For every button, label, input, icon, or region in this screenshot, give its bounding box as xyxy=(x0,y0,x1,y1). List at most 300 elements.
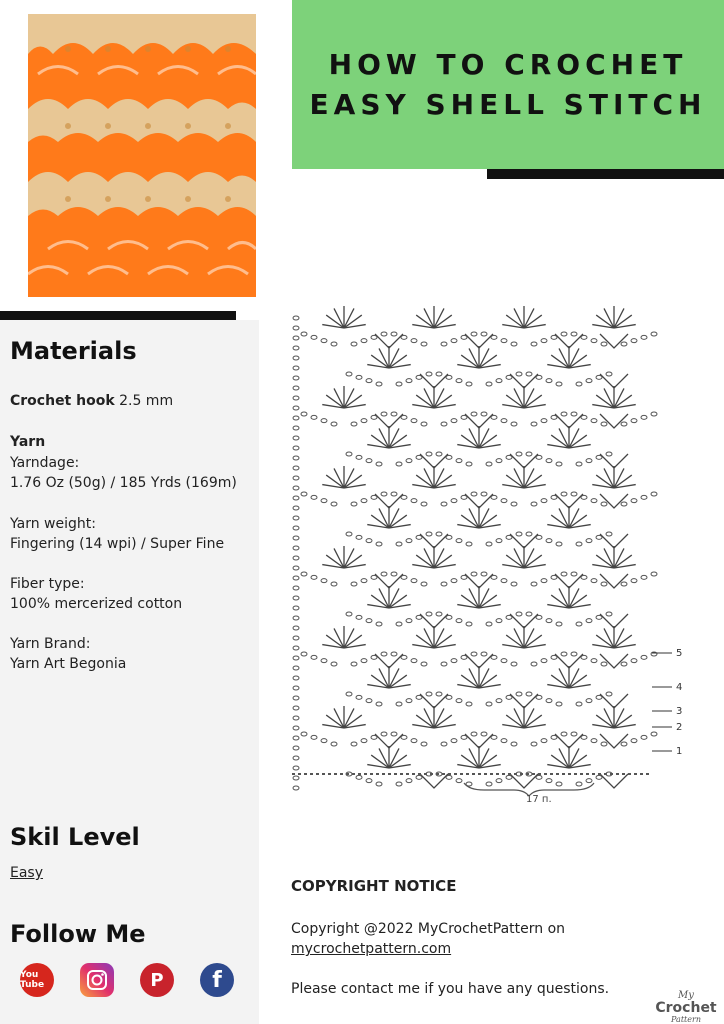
chain-symbol xyxy=(293,416,299,420)
shell-symbol xyxy=(592,386,635,408)
chain-symbol xyxy=(631,499,637,503)
chain-symbol xyxy=(591,499,597,503)
chain-symbol xyxy=(541,659,547,663)
chain-symbol xyxy=(581,415,587,419)
chain-symbol xyxy=(556,462,562,466)
chain-symbol xyxy=(416,775,422,779)
row-label-2: 2 xyxy=(676,722,683,733)
chain-symbol xyxy=(491,335,497,339)
facebook-icon[interactable]: f xyxy=(200,963,234,997)
chain-symbol xyxy=(451,499,457,503)
chain-symbol xyxy=(536,695,542,699)
v-stitch-symbol xyxy=(555,574,583,588)
chain-symbol xyxy=(486,382,492,386)
chain-symbol xyxy=(561,412,567,416)
chain-symbol xyxy=(471,332,477,336)
chain-symbol xyxy=(571,492,577,496)
chain-symbol xyxy=(546,619,552,623)
hook-line xyxy=(10,391,173,411)
chain-symbol xyxy=(293,526,299,530)
shell-symbol xyxy=(592,706,635,728)
chain-symbol xyxy=(421,422,427,426)
chain-symbol xyxy=(311,335,317,339)
chain-symbol xyxy=(381,492,387,496)
chain-symbol xyxy=(293,386,299,390)
shell-symbol xyxy=(547,426,590,448)
chain-symbol xyxy=(536,375,542,379)
chain-symbol xyxy=(293,446,299,450)
chain-symbol xyxy=(391,332,397,336)
chain-symbol xyxy=(301,492,307,496)
chain-symbol xyxy=(526,692,532,696)
chain-symbol xyxy=(293,556,299,560)
chain-symbol xyxy=(356,775,362,779)
chain-symbol xyxy=(331,742,337,746)
chain-symbol xyxy=(481,332,487,336)
chain-symbol xyxy=(411,499,417,503)
chain-symbol xyxy=(551,415,557,419)
v-stitch-symbol xyxy=(600,694,628,708)
chain-symbol xyxy=(441,502,447,506)
chain-symbol xyxy=(376,702,382,706)
chain-symbol xyxy=(301,572,307,576)
chain-symbol xyxy=(396,462,402,466)
chain-symbol xyxy=(361,659,367,663)
chain-symbol xyxy=(351,502,357,506)
copyright-line: Copyright @2022 MyCrochetPattern on xyxy=(291,921,566,937)
chain-symbol xyxy=(601,502,607,506)
chain-symbol xyxy=(531,662,537,666)
copyright-heading: COPYRIGHT NOTICE xyxy=(291,877,457,895)
v-stitch-symbol xyxy=(420,694,448,708)
skill-value[interactable]: Easy xyxy=(10,865,44,881)
chain-symbol xyxy=(586,779,592,783)
chain-symbol xyxy=(451,659,457,663)
chain-symbol xyxy=(581,495,587,499)
v-stitch-symbol xyxy=(555,734,583,748)
shell-symbol xyxy=(592,546,635,568)
chain-symbol xyxy=(561,332,567,336)
chain-symbol xyxy=(436,452,442,456)
chain-symbol xyxy=(293,466,299,470)
v-stitch-symbol xyxy=(600,614,628,628)
chain-symbol xyxy=(596,695,602,699)
chain-symbol xyxy=(346,612,352,616)
chain-symbol xyxy=(416,535,422,539)
chain-symbol xyxy=(491,575,497,579)
chain-symbol xyxy=(293,476,299,480)
chain-symbol xyxy=(321,419,327,423)
chain-symbol xyxy=(376,462,382,466)
row-label-4: 4 xyxy=(676,682,683,693)
chain-symbol xyxy=(516,612,522,616)
chain-symbol xyxy=(651,412,657,416)
chain-symbol xyxy=(293,736,299,740)
chain-symbol xyxy=(551,655,557,659)
chain-symbol xyxy=(491,415,497,419)
v-stitch-symbol xyxy=(555,334,583,348)
chain-symbol xyxy=(301,412,307,416)
chain-symbol xyxy=(546,459,552,463)
chain-symbol xyxy=(486,622,492,626)
pinterest-icon[interactable]: P xyxy=(140,963,174,997)
chain-symbol xyxy=(651,492,657,496)
chain-symbol xyxy=(421,662,427,666)
chain-symbol xyxy=(361,579,367,583)
chain-symbol xyxy=(621,662,627,666)
chain-symbol xyxy=(621,582,627,586)
chain-symbol xyxy=(481,412,487,416)
chain-symbol xyxy=(536,455,542,459)
chain-symbol xyxy=(456,619,462,623)
chain-symbol xyxy=(371,735,377,739)
yarndage-label: Yarndage: xyxy=(10,455,80,471)
chain-symbol xyxy=(631,579,637,583)
chain-symbol xyxy=(561,652,567,656)
chain-symbol xyxy=(506,535,512,539)
shell-symbol xyxy=(412,306,455,328)
v-stitch-symbol xyxy=(600,374,628,388)
chain-symbol xyxy=(416,615,422,619)
shell-symbol xyxy=(547,346,590,368)
v-stitch-symbol xyxy=(510,374,538,388)
shell-symbol xyxy=(502,386,545,408)
v-stitch-symbol xyxy=(375,414,403,428)
chain-symbol xyxy=(346,372,352,376)
chain-symbol xyxy=(411,419,417,423)
chain-symbol xyxy=(481,492,487,496)
v-stitch-symbol xyxy=(420,534,448,548)
chain-symbol xyxy=(596,455,602,459)
chain-symbol xyxy=(586,379,592,383)
chain-symbol xyxy=(366,539,372,543)
title-line-1: HOW TO CROCHET xyxy=(328,47,688,81)
chain-symbol xyxy=(601,422,607,426)
chain-symbol xyxy=(576,702,582,706)
chain-symbol xyxy=(601,742,607,746)
chain-symbol xyxy=(391,732,397,736)
chain-symbol xyxy=(371,335,377,339)
chain-symbol xyxy=(406,779,412,783)
chain-symbol xyxy=(526,372,532,376)
chain-symbol xyxy=(536,535,542,539)
chain-symbol xyxy=(461,735,467,739)
chain-symbol xyxy=(541,579,547,583)
chain-symbol xyxy=(376,382,382,386)
youtube-icon[interactable]: You Tube xyxy=(20,963,54,997)
chain-symbol xyxy=(371,495,377,499)
chain-symbol xyxy=(641,415,647,419)
chain-symbol xyxy=(596,775,602,779)
chain-symbol xyxy=(396,702,402,706)
chain-symbol xyxy=(293,666,299,670)
v-stitch-symbol xyxy=(420,454,448,468)
chain-symbol xyxy=(651,572,657,576)
chain-symbol xyxy=(496,779,502,783)
shell-symbol xyxy=(547,746,590,768)
chain-symbol xyxy=(376,782,382,786)
chain-symbol xyxy=(293,536,299,540)
chain-symbol xyxy=(401,335,407,339)
shell-symbol xyxy=(412,386,455,408)
chain-symbol xyxy=(426,692,432,696)
row-label-3: 3 xyxy=(676,706,683,717)
chain-symbol xyxy=(526,532,532,536)
chain-symbol xyxy=(371,655,377,659)
chain-symbol xyxy=(321,659,327,663)
shell-symbol xyxy=(322,706,365,728)
chain-symbol xyxy=(293,686,299,690)
v-stitch-symbol xyxy=(465,734,493,748)
chain-symbol xyxy=(621,422,627,426)
chain-symbol xyxy=(321,499,327,503)
chain-symbol xyxy=(356,455,362,459)
chain-symbol xyxy=(293,726,299,730)
chain-symbol xyxy=(541,739,547,743)
chain-symbol xyxy=(461,655,467,659)
chain-symbol xyxy=(436,692,442,696)
chain-symbol xyxy=(501,499,507,503)
chain-symbol xyxy=(293,706,299,710)
shell-symbol xyxy=(547,586,590,608)
shell-symbol xyxy=(367,346,410,368)
chain-symbol xyxy=(293,596,299,600)
chain-symbol xyxy=(401,655,407,659)
v-stitch-symbol xyxy=(510,774,538,788)
chain-symbol xyxy=(441,662,447,666)
chain-symbol xyxy=(471,652,477,656)
chain-symbol xyxy=(591,579,597,583)
chain-symbol xyxy=(301,732,307,736)
chain-symbol xyxy=(361,339,367,343)
stitch-symbols xyxy=(293,306,657,790)
chain-symbol xyxy=(556,702,562,706)
shell-symbol xyxy=(367,666,410,688)
chain-symbol xyxy=(591,659,597,663)
fiber-value: 100% mercerized cotton xyxy=(10,596,183,612)
chain-symbol xyxy=(466,542,472,546)
chain-symbol xyxy=(293,636,299,640)
chain-symbol xyxy=(621,342,627,346)
chain-symbol xyxy=(293,546,299,550)
chain-symbol xyxy=(396,382,402,386)
chain-symbol xyxy=(551,495,557,499)
chain-symbol xyxy=(536,615,542,619)
shell-symbol xyxy=(367,426,410,448)
chain-symbol xyxy=(356,535,362,539)
chain-symbol xyxy=(606,452,612,456)
chain-symbol xyxy=(331,582,337,586)
chain-symbol xyxy=(641,655,647,659)
chain-symbol xyxy=(606,692,612,696)
chain-symbol xyxy=(556,622,562,626)
chain-symbol xyxy=(576,622,582,626)
chain-symbol xyxy=(536,775,542,779)
chain-symbol xyxy=(586,619,592,623)
chain-symbol xyxy=(311,735,317,739)
v-stitch-symbol xyxy=(420,614,448,628)
chain-symbol xyxy=(621,502,627,506)
v-stitch-symbol xyxy=(375,494,403,508)
chain-symbol xyxy=(416,695,422,699)
chain-symbol xyxy=(601,582,607,586)
chain-symbol xyxy=(491,735,497,739)
instagram-icon[interactable] xyxy=(80,963,114,997)
chain-symbol xyxy=(381,332,387,336)
shell-symbol xyxy=(457,426,500,448)
chain-symbol xyxy=(381,732,387,736)
shell-symbol xyxy=(367,746,410,768)
chain-symbol xyxy=(511,742,517,746)
chain-symbol xyxy=(531,502,537,506)
chain-symbol xyxy=(446,375,452,379)
chain-symbol xyxy=(551,735,557,739)
chain-symbol xyxy=(293,676,299,680)
chain-symbol xyxy=(471,572,477,576)
shell-symbol xyxy=(592,306,635,328)
shell-symbol xyxy=(547,666,590,688)
chain-symbol xyxy=(571,572,577,576)
chain-symbol xyxy=(411,579,417,583)
chain-symbol xyxy=(293,346,299,350)
copyright-link[interactable]: mycrochetpattern.com xyxy=(291,941,452,957)
chain-symbol xyxy=(293,336,299,340)
chain-symbol xyxy=(641,495,647,499)
chain-symbol xyxy=(321,579,327,583)
chain-symbol xyxy=(293,426,299,430)
chain-symbol xyxy=(416,455,422,459)
v-stitch-symbol xyxy=(510,534,538,548)
chain-symbol xyxy=(331,422,337,426)
chain-symbol xyxy=(446,775,452,779)
chain-symbol xyxy=(293,756,299,760)
chain-symbol xyxy=(346,692,352,696)
chain-symbol xyxy=(381,652,387,656)
chain-symbol xyxy=(293,656,299,660)
v-stitch-symbol xyxy=(555,494,583,508)
chain-symbol xyxy=(426,372,432,376)
chain-symbol xyxy=(501,739,507,743)
chain-symbol xyxy=(401,575,407,579)
chain-symbol xyxy=(293,486,299,490)
shell-symbol xyxy=(592,466,635,488)
brand-value: Yarn Art Begonia xyxy=(10,656,127,672)
chain-symbol xyxy=(461,335,467,339)
weight-value: Fingering (14 wpi) / Super Fine xyxy=(10,536,225,552)
chain-symbol xyxy=(361,499,367,503)
chain-symbol xyxy=(571,412,577,416)
shell-symbol xyxy=(322,386,365,408)
v-stitch-symbol xyxy=(465,494,493,508)
chain-symbol xyxy=(293,326,299,330)
chain-symbol xyxy=(293,716,299,720)
v-stitch-symbol xyxy=(510,694,538,708)
chain-symbol xyxy=(631,659,637,663)
chain-symbol xyxy=(506,615,512,619)
chain-symbol xyxy=(496,619,502,623)
chain-symbol xyxy=(456,699,462,703)
chain-symbol xyxy=(366,619,372,623)
chain-symbol xyxy=(293,516,299,520)
chain-symbol xyxy=(293,606,299,610)
v-stitch-symbol xyxy=(510,454,538,468)
chain-symbol xyxy=(586,699,592,703)
chain-symbol xyxy=(346,532,352,536)
chain-symbol xyxy=(531,582,537,586)
chain-symbol xyxy=(391,492,397,496)
chain-symbol xyxy=(451,339,457,343)
swatch-photo xyxy=(28,14,256,297)
chain-symbol xyxy=(591,339,597,343)
chain-symbol xyxy=(491,495,497,499)
v-stitch-symbol xyxy=(465,654,493,668)
chain-symbol xyxy=(411,659,417,663)
hook-label: Crochet hook xyxy=(10,393,115,409)
chain-symbol xyxy=(551,335,557,339)
chain-symbol xyxy=(456,779,462,783)
shell-symbol xyxy=(412,626,455,648)
chain-symbol xyxy=(606,532,612,536)
chain-symbol xyxy=(301,332,307,336)
chain-symbol xyxy=(591,419,597,423)
shell-symbol xyxy=(547,506,590,528)
chain-symbol xyxy=(571,652,577,656)
chain-symbol xyxy=(481,572,487,576)
shell-symbol xyxy=(322,466,365,488)
chain-symbol xyxy=(441,582,447,586)
chain-symbol xyxy=(496,379,502,383)
chain-symbol xyxy=(461,495,467,499)
chain-symbol xyxy=(641,735,647,739)
title-banner xyxy=(292,0,724,169)
shell-symbol xyxy=(502,306,545,328)
chain-symbol xyxy=(576,782,582,786)
chain-symbol xyxy=(426,532,432,536)
chain-symbol xyxy=(451,579,457,583)
photo-underline-bar xyxy=(0,311,236,320)
chain-symbol xyxy=(516,372,522,376)
chain-symbol xyxy=(293,626,299,630)
chain-symbol xyxy=(293,376,299,380)
chain-symbol xyxy=(426,452,432,456)
chain-symbol xyxy=(471,732,477,736)
chain-symbol xyxy=(411,739,417,743)
chain-symbol xyxy=(396,622,402,626)
chain-symbol xyxy=(381,412,387,416)
chain-symbol xyxy=(501,339,507,343)
chain-symbol xyxy=(501,579,507,583)
chain-symbol xyxy=(546,539,552,543)
chain-symbol xyxy=(641,575,647,579)
chain-symbol xyxy=(456,379,462,383)
chain-symbol xyxy=(421,342,427,346)
shell-symbol xyxy=(502,626,545,648)
chain-symbol xyxy=(351,582,357,586)
chain-symbol xyxy=(293,436,299,440)
social-icons xyxy=(20,963,234,997)
v-stitch-symbol xyxy=(375,734,403,748)
chain-symbol xyxy=(346,452,352,456)
chain-symbol xyxy=(526,452,532,456)
chain-symbol xyxy=(651,332,657,336)
chain-symbol xyxy=(361,419,367,423)
chain-symbol xyxy=(466,702,472,706)
chain-symbol xyxy=(356,375,362,379)
skill-heading: Skil Level xyxy=(10,823,140,851)
chain-symbol xyxy=(391,652,397,656)
chain-symbol xyxy=(361,739,367,743)
shell-symbol xyxy=(367,506,410,528)
